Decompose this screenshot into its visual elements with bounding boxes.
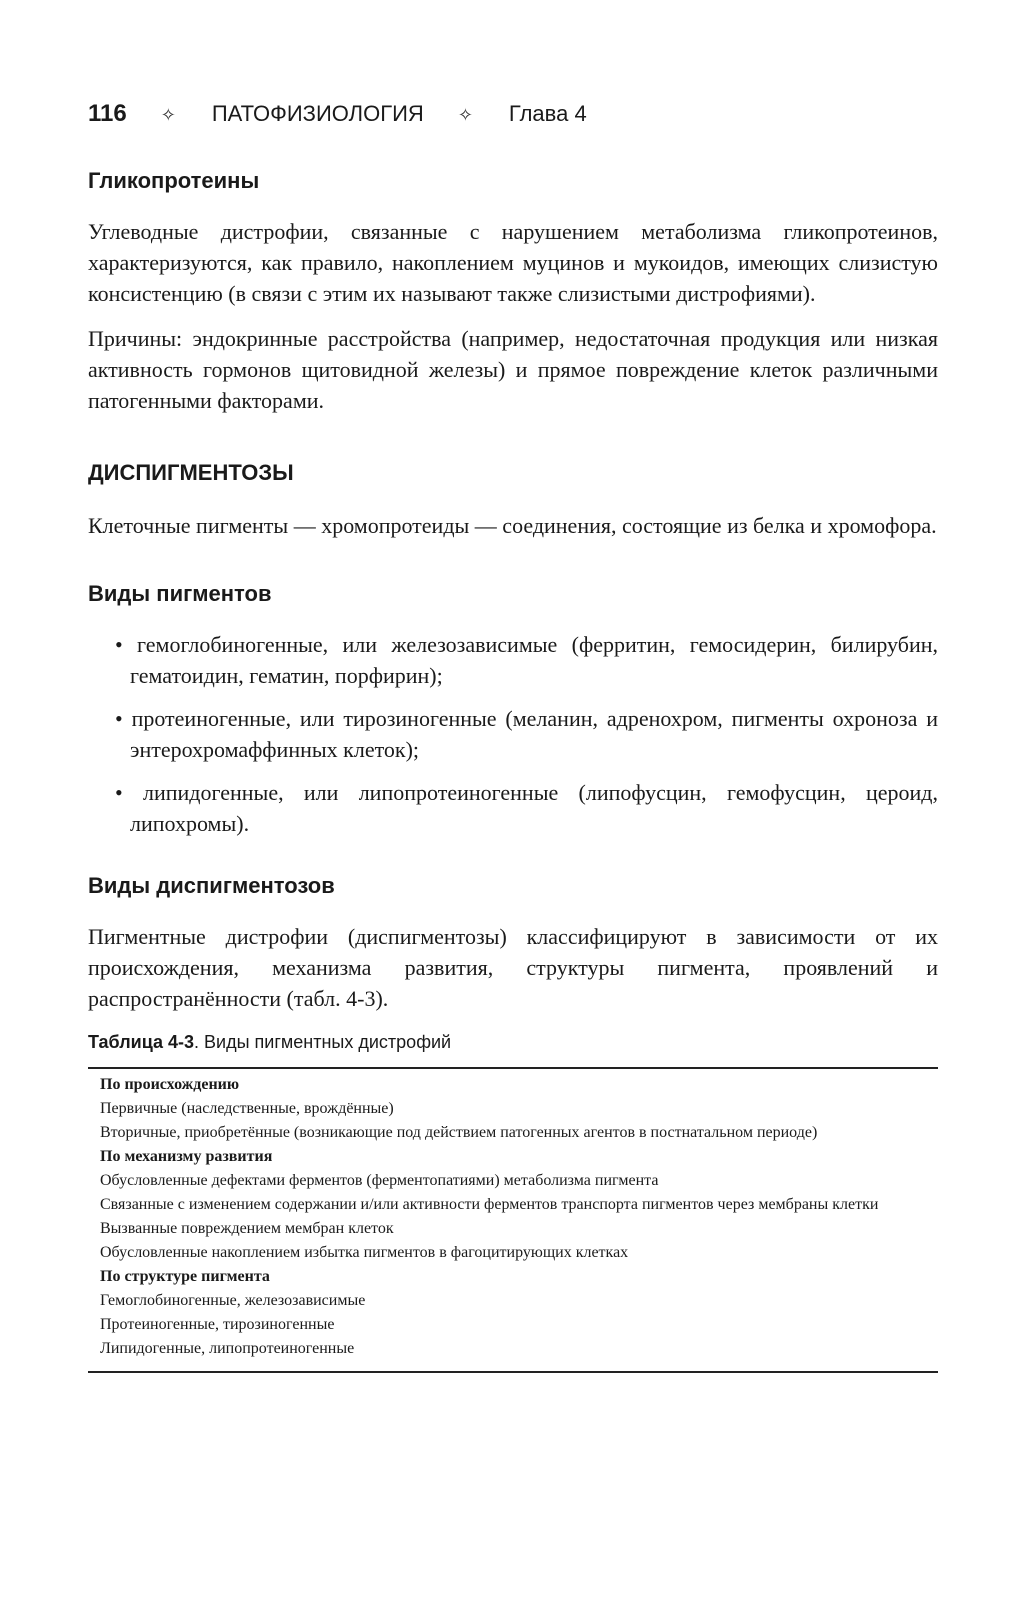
separator-icon: ✧ [160,105,176,125]
table-row: Первичные (наследственные, врождённые) [100,1100,394,1117]
page [88,100,938,1373]
running-header [88,100,938,140]
table-bottom-rule [88,1371,938,1373]
table-row: Обусловленные накоплением избытка пигментов в фагоцитирующих клетках [100,1244,629,1261]
pigment-types-list [88,629,938,839]
table-row: Протеиногенные, тирозиногенные [100,1316,335,1333]
paragraph: Углеводные дистрофии, связанные с нарушением метаболизма гликопротеинов, характеризуются, как правило, накоплением муцинов и мукоидов, имеющих слизистую консистенцию (в связи с этим их называют также слизистыми дистрофиями). [88,219,938,306]
table-group-heading: По структуре пигмента [100,1268,270,1285]
section-heading-dyspigmentosis-types: Виды диспигментозов [88,873,335,898]
table-row: Вызванные повреждением мембран клеток [100,1220,394,1237]
chapter-label: Глава 4 [508,101,587,126]
list-item: • протеиногенные, или тирозиногенные (меланин, адренохром, пигменты охроноза и энтерохромаффинных клеток); [115,706,938,762]
paragraph: Пигментные дистрофии (диспигментозы) классифицируют в зависимости от их происхождения, механизма развития, структуры пигмента, проявлений и распространённости (табл. 4-3). [88,924,938,1011]
book-title: ПАТОФИЗИОЛОГИЯ [211,101,424,126]
separator-icon: ✧ [457,105,473,125]
section-heading-dyspigmentoses: ДИСПИГМЕНТОЗЫ [88,460,294,485]
table-caption [88,1032,938,1053]
table-caption-text: . Виды пигментных дистрофий [194,1032,452,1052]
list-item: • липидогенные, или липопротеиногенные (липофусцин, гемофусцин, цероид, липохромы). [115,780,938,836]
table-caption-label: Таблица 4-3 [88,1032,195,1052]
paragraph: Клеточные пигменты — хромопротеиды — соединения, состоящие из белка и хромофора. [88,513,937,538]
table-group-heading: По механизму развития [100,1148,273,1165]
table-row: Гемоглобиногенные, железозависимые [100,1292,366,1309]
list-item: • гемоглобиногенные, или железозависимые (ферритин, гемосидерин, билирубин, гематоидин, гематин, порфирин); [115,632,938,688]
page-number: 116 [88,100,127,127]
section-heading-glycoproteins: Гликопротеины [88,168,260,193]
paragraph: Причины: эндокринные расстройства (например, недостаточная продукция или низкая активность гормонов щитовидной железы) и прямое повреждение клеток различными патогенными факторами. [88,326,938,413]
table-row: Обусловленные дефектами ферментов (ферментопатиями) метаболизма пигмента [100,1172,659,1189]
table-body [88,1069,938,1359]
table-row: Вторичные, приобретённые (возникающие под действием патогенных агентов в постнатальном периоде) [100,1124,818,1141]
section-heading-pigment-types: Виды пигментов [88,581,272,606]
table-row: Липидогенные, липопротеиногенные [100,1340,355,1357]
table-row: Связанные с изменением содержании и/или активности ферментов транспорта пигментов через мембраны клетки [100,1196,879,1213]
table-group-heading: По происхождению [100,1076,240,1093]
